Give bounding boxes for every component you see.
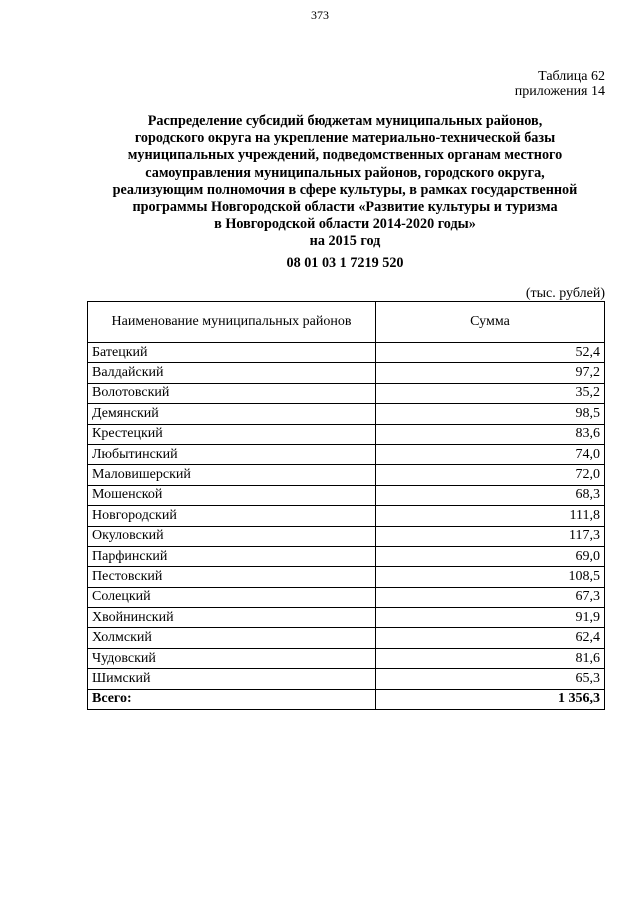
total-label: Всего: xyxy=(88,689,376,709)
table-body xyxy=(88,343,605,710)
title-line: в Новгородской области 2014-2020 годы» xyxy=(214,216,476,233)
table-row xyxy=(88,343,605,363)
table-row xyxy=(88,383,605,403)
district-name-cell: Батецкий xyxy=(88,343,376,363)
units-label: (тыс. рублей) xyxy=(525,286,605,301)
subsidy-table xyxy=(87,301,605,710)
header-district-name: Наименование муниципальных районов xyxy=(88,302,376,343)
district-name-cell: Холмский xyxy=(88,628,376,648)
district-name-cell: Чудовский xyxy=(88,648,376,668)
table-row xyxy=(88,587,605,607)
title-line: Распределение субсидий бюджетам муниципальных районов, xyxy=(147,113,543,129)
table-row xyxy=(88,506,605,526)
sum-cell: 67,3 xyxy=(376,587,605,607)
sum-cell: 35,2 xyxy=(376,383,605,403)
sum-cell: 83,6 xyxy=(376,424,605,444)
sum-cell: 68,3 xyxy=(376,485,605,505)
appendix-reference: приложения 14 xyxy=(514,84,605,99)
sum-cell: 69,0 xyxy=(376,546,605,566)
district-name-cell: Шимский xyxy=(88,669,376,689)
title-line: реализующим полномочия в сфере культуры, в рамках государственной xyxy=(112,181,578,198)
sum-cell: 117,3 xyxy=(376,526,605,546)
title-line: самоуправления муниципальных районов, городского округа, xyxy=(145,164,545,181)
sum-cell: 97,2 xyxy=(376,363,605,383)
district-name-cell: Окуловский xyxy=(88,526,376,546)
district-name-cell: Демянский xyxy=(88,404,376,424)
sum-cell: 98,5 xyxy=(376,404,605,424)
district-name-cell: Парфинский xyxy=(88,546,376,566)
table-row xyxy=(88,465,605,485)
district-name-cell: Новгородский xyxy=(88,506,376,526)
district-name-cell: Мошенской xyxy=(88,485,376,505)
table-header-row xyxy=(88,302,605,343)
district-name-cell: Пестовский xyxy=(88,567,376,587)
table-row xyxy=(88,608,605,628)
title-line: городского округа на укрепление материально-технической базы xyxy=(134,130,556,147)
header-sum: Сумма xyxy=(376,302,605,343)
table-row xyxy=(88,444,605,464)
total-sum: 1 356,3 xyxy=(376,689,605,709)
table-row xyxy=(88,669,605,689)
table-number: Таблица 62 xyxy=(538,69,605,84)
total-row xyxy=(88,689,605,709)
sum-cell: 65,3 xyxy=(376,669,605,689)
sum-cell: 74,0 xyxy=(376,444,605,464)
table-row xyxy=(88,485,605,505)
document-title xyxy=(80,113,610,272)
district-name-cell: Маловишерский xyxy=(88,465,376,485)
sum-cell: 52,4 xyxy=(376,343,605,363)
district-name-cell: Любытинский xyxy=(88,444,376,464)
sum-cell: 111,8 xyxy=(376,506,605,526)
table-reference xyxy=(515,69,605,99)
sum-cell: 62,4 xyxy=(376,628,605,648)
sum-cell: 91,9 xyxy=(376,608,605,628)
table-row xyxy=(88,546,605,566)
sum-cell: 81,6 xyxy=(376,648,605,668)
table-row xyxy=(88,363,605,383)
table-row xyxy=(88,424,605,444)
table-row xyxy=(88,404,605,424)
sum-cell: 72,0 xyxy=(376,465,605,485)
district-name-cell: Валдайский xyxy=(88,363,376,383)
district-name-cell: Волотовский xyxy=(88,383,376,403)
table-row xyxy=(88,648,605,668)
district-name-cell: Солецкий xyxy=(88,587,376,607)
budget-classification-code: 08 01 03 1 7219 520 xyxy=(286,254,404,271)
sum-cell: 108,5 xyxy=(376,567,605,587)
district-name-cell: Крестецкий xyxy=(88,424,376,444)
table-row xyxy=(88,628,605,648)
title-line: на 2015 год xyxy=(309,233,381,250)
page-number: 373 xyxy=(311,8,329,22)
title-line: муниципальных учреждений, подведомственных органам местного xyxy=(127,147,563,164)
table-row xyxy=(88,567,605,587)
table-row xyxy=(88,526,605,546)
district-name-cell: Хвойнинский xyxy=(88,608,376,628)
title-line: программы Новгородской области «Развитие культуры и туризма xyxy=(132,199,558,216)
